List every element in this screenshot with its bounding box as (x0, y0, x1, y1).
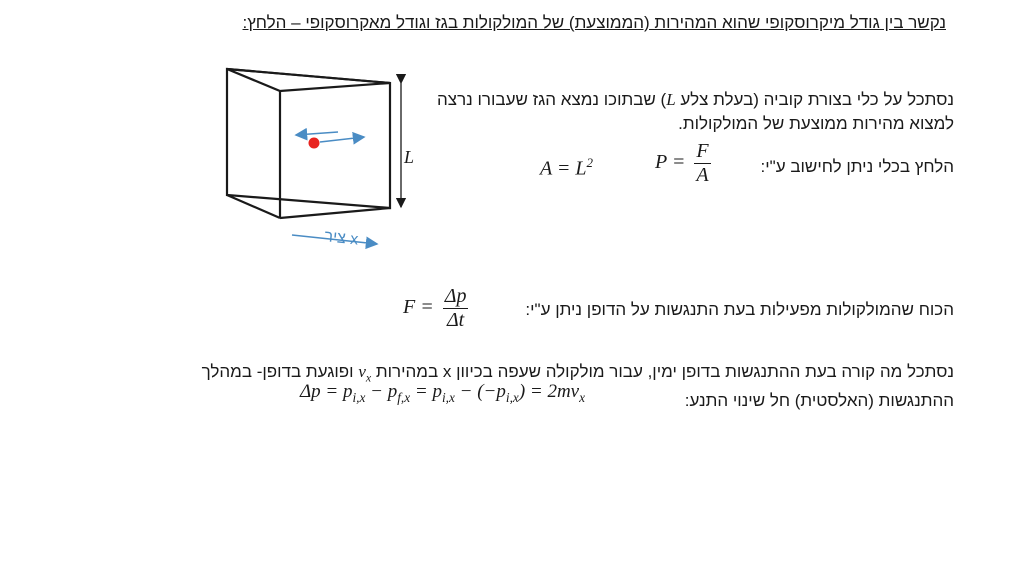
velocity-symbol: $v_x$ (358, 362, 372, 385)
bottom-line1-part2: ופוגעת בדופן- במהלך (201, 362, 359, 381)
bottom-line1-part1: נסתכל מה קורה בעת ההתנגשות בדופן ימין, עבור מולקולה שעפה בכיוון x במהירות (371, 362, 954, 381)
cube-diagram (212, 55, 422, 255)
intro-symbol: L (666, 90, 676, 109)
velocity-arrow-left (296, 132, 338, 135)
x-axis-label: ציר x (323, 228, 360, 249)
intro-part2: ) שבתוכו נמצא הגז שעבורו נרצה למצוא מהירות ממוצעת של המולקולות. (437, 90, 954, 133)
intro-part1: נסתכל על כלי בצורת קוביה (בעלת צלע (675, 90, 954, 109)
velocity-arrow-right (320, 137, 364, 142)
bottom-line2: ההתנגשות (האלסטית) חל שינוי התנע: (684, 391, 954, 411)
edge-label: L (404, 147, 415, 167)
cube-shape (227, 69, 390, 218)
force-equation: F = $\frac{\Delta p}{\Delta t}$ (403, 285, 467, 331)
page-title: נקשר בין גודל מיקרוסקופי שהוא המהירות (הממוצעת) של המולקולות בגז וגודל מאקרוסקופי – הלחץ: (242, 13, 946, 32)
pressure-equation: P = $\frac{F}{A}$ (655, 140, 709, 186)
area-equation: $A = L^2$ (540, 155, 593, 180)
molecule (309, 138, 320, 149)
momentum-equation: $\Delta p = p_{i,x} - p_{f,x} = p_{i,x} - (-p_{i,x}) = 2mv_x$ (300, 381, 586, 405)
pressure-text: הלחץ בכלי ניתן לחישוב ע"י: (760, 157, 954, 176)
force-text: הכוח שהמולקולות מפעילות בעת התנגשות על הדופן ניתן ע"י: (525, 300, 954, 319)
intro-paragraph (434, 88, 954, 136)
